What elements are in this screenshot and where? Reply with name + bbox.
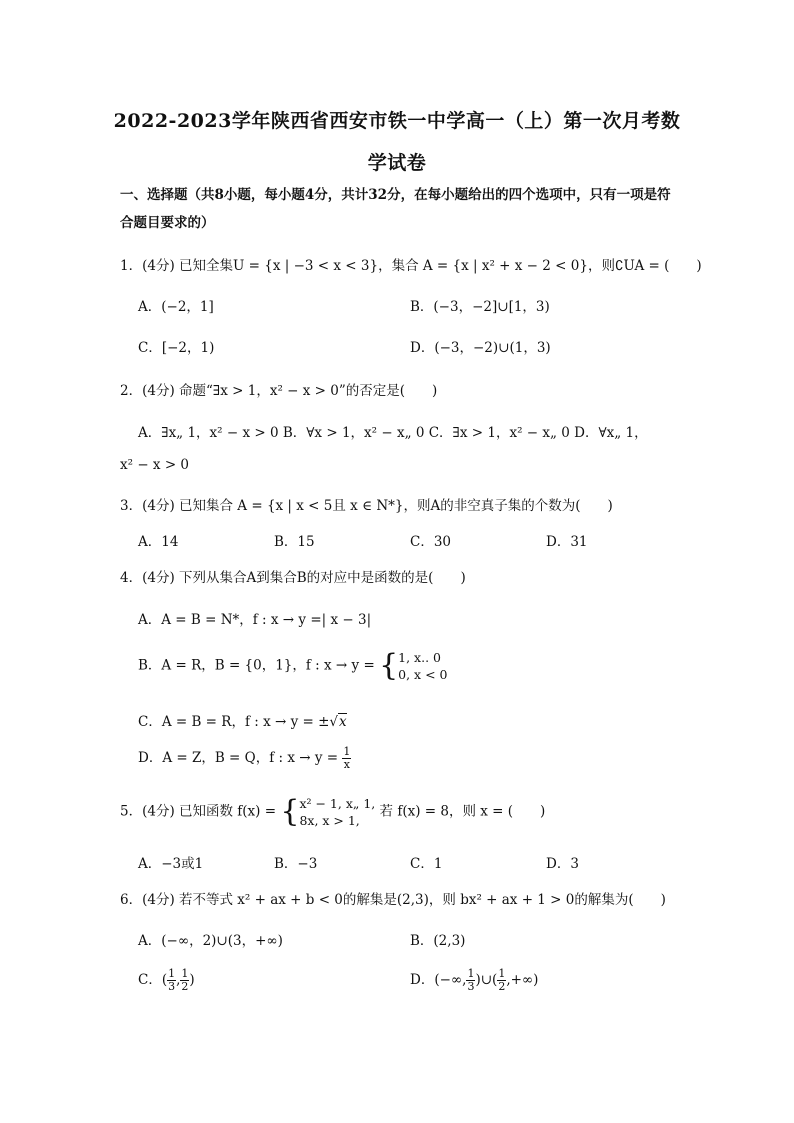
fraction-denominator: x [343, 758, 351, 771]
question-1-option-d: D．(−3，−2)∪(1，3) [410, 340, 551, 356]
question-3-option-c: C．30 [410, 534, 452, 550]
piecewise-case-2: 0, x < 0 [398, 667, 448, 682]
piecewise-cases [299, 795, 375, 829]
question-3-stem: 3．(4分) 已知集合 A = {x | x < 5且 x ∈ N*}，则A的非空真子集的个数为( ) [120, 498, 613, 514]
question-2-stem: 2．(4分) 命题“∃x > 1，x² − x > 0”的否定是( ) [120, 383, 438, 399]
piecewise-case-2: 8x, x > 1, [299, 813, 360, 828]
question-6-option-d-suffix: ,+∞) [506, 972, 539, 988]
question-5-stem-prefix: 5．(4分) 已知函数 f(x) = [120, 803, 277, 820]
fraction-denominator: 2 [498, 980, 506, 993]
fraction-numerator: 1 [467, 967, 475, 980]
exam-title-line1: 2022-2023学年陕西省西安市铁一中学高一（上）第一次月考数 [113, 110, 681, 132]
question-3-option-d: D．31 [546, 534, 588, 550]
question-6-option-a: A．(−∞，2)∪(3，+∞) [138, 933, 283, 949]
question-6-option-c-suffix: ) [189, 972, 195, 988]
question-2-options-line2: x² − x > 0 [120, 457, 190, 473]
question-4-option-c [138, 710, 347, 730]
question-1-option-c: C．[−2，1) [138, 340, 215, 356]
question-4-option-d-text: D．A = Z，B = Q，f : x → y = [138, 750, 339, 766]
question-1-option-a: A．(−2，1] [138, 299, 214, 315]
question-6-option-d-mid: )∪( [475, 972, 498, 988]
fraction [342, 746, 351, 771]
question-3-option-a: A．14 [138, 534, 179, 550]
brace-symbol: { [280, 794, 300, 829]
question-4-stem: 4．(4分) 下列从集合A到集合B的对应中是函数的是( ) [120, 570, 466, 586]
question-5-option-c: C．1 [410, 856, 443, 872]
question-6-option-d [410, 968, 538, 993]
question-5-option-a: A．−3或1 [138, 856, 204, 872]
question-4-option-d [138, 746, 351, 771]
fraction-numerator: 1 [181, 967, 189, 980]
question-6-option-b: B．(2,3) [410, 933, 466, 949]
question-6-stem: 6．(4分) 若不等式 x² + ax + b < 0的解集是(2,3)，则 bx² + ax + 1 > 0的解集为( ) [120, 892, 666, 908]
question-4-option-c-text: C．A = B = R，f : x → y = ± [138, 714, 330, 730]
question-6-option-c: C．( $\frac{1}{3}$ , $\frac{1}{2}$ ) [138, 967, 195, 993]
brace-symbol: { [379, 648, 399, 683]
fraction-denominator: 3 [168, 980, 176, 993]
sqrt-symbol: √ [329, 714, 339, 730]
fraction [167, 968, 176, 993]
question-1-stem: 1．(4分) 已知全集U = {x | −3 < x < 3}，集合 A = {x | x² + x − 2 < 0}，则∁UA = ( ) [120, 258, 702, 274]
question-2-options-line1: A．∃x„ 1，x² − x > 0 B．∀x > 1，x² − x„ 0 C．∃x > 1，x² − x„ 0 D．∀x„ 1， [138, 425, 648, 441]
fraction [497, 968, 506, 993]
question-4-option-b [138, 649, 447, 683]
fraction-numerator: 1 [498, 967, 506, 980]
question-5-option-b: B．−3 [274, 856, 318, 872]
question-5-stem [120, 795, 545, 829]
question-6-option-c-prefix: C．( [138, 972, 168, 988]
sqrt-radicand: x [339, 714, 347, 730]
piecewise-case-1: 1, x.. 0 [398, 650, 441, 665]
fraction-denominator: 3 [467, 980, 475, 993]
exam-title-line2: 学试卷 [367, 152, 427, 174]
piecewise-case-1: x² − 1, x„ 1, [299, 796, 376, 811]
piecewise-cases [398, 649, 447, 683]
question-4-option-a: A．A = B = N*，f : x → y =| x − 3| [138, 612, 372, 628]
fraction-denominator: 2 [181, 980, 189, 993]
question-3-option-b: B．15 [274, 534, 315, 550]
section-heading: 一、选择题（共8小题，每小题4分，共计32分，在每小题给出的四个选项中，只有一项是符合题目要求的） [120, 187, 671, 231]
question-5-stem-suffix: 若 f(x) = 8，则 x = ( ) [379, 803, 546, 820]
question-1-option-b: B．(−3，−2]∪[1，3) [410, 299, 550, 315]
question-4-option-b-text: B．A = R，B = {0，1}，f : x → y = [138, 657, 375, 674]
question-5-option-d: D．3 [546, 856, 579, 872]
fraction-numerator: 1 [168, 967, 176, 980]
question-6-option-d-prefix: D．(−∞, [410, 972, 467, 988]
fraction-numerator: 1 [343, 745, 351, 758]
